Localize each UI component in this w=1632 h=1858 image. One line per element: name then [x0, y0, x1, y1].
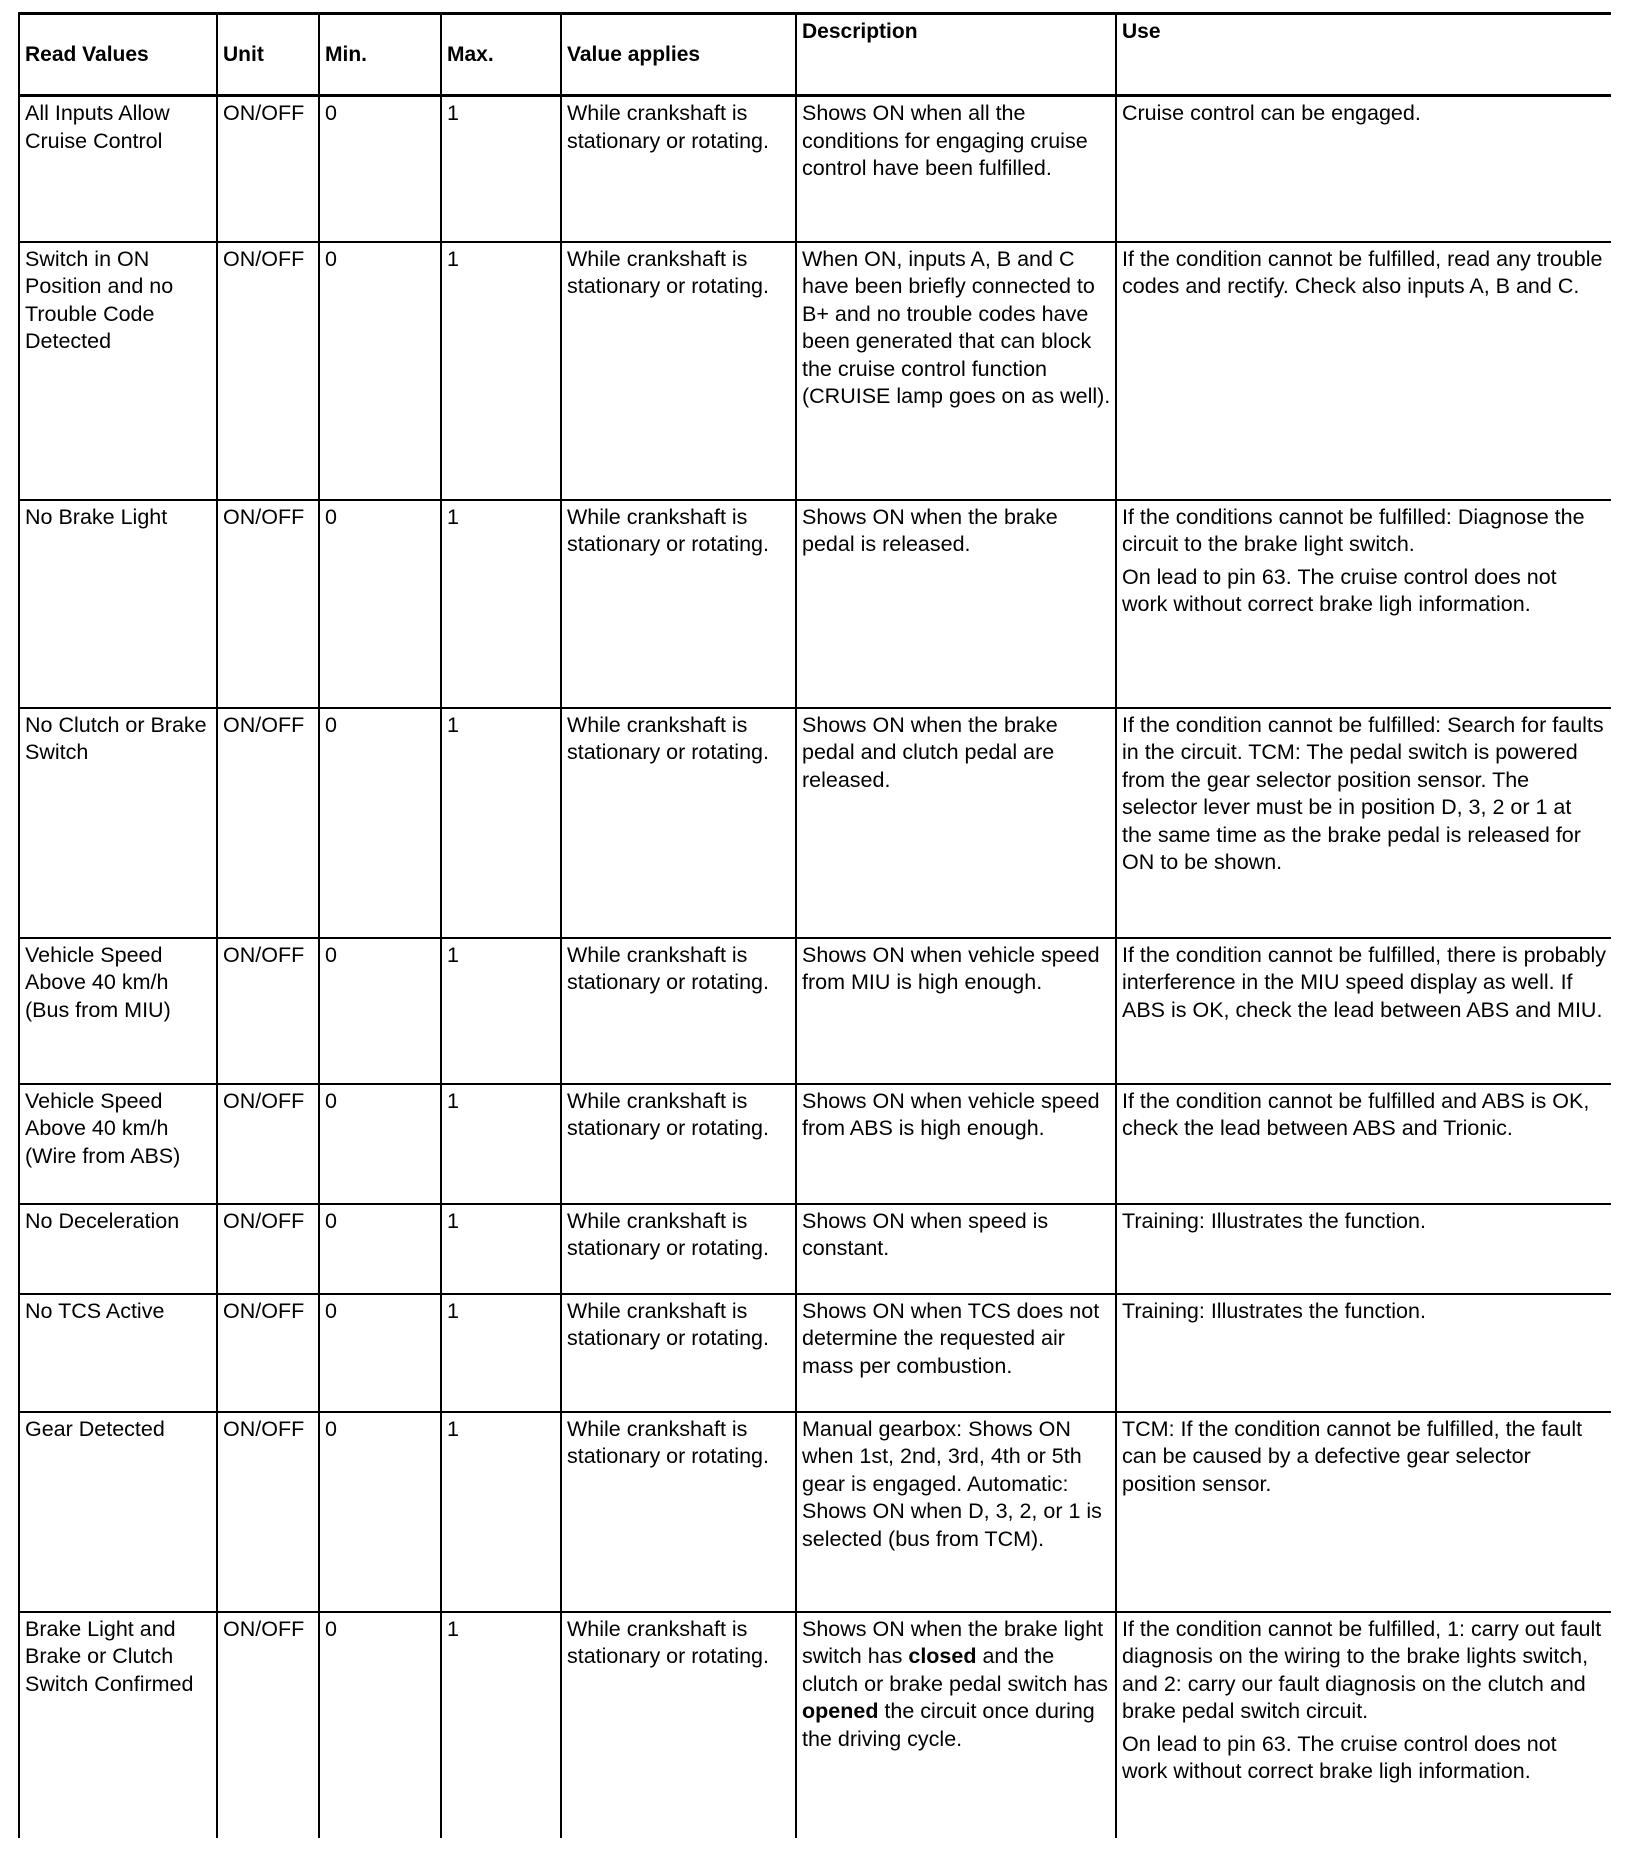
- table-row: [19, 708, 1611, 938]
- cell-read-value: No TCS Active: [19, 1294, 217, 1412]
- table-row: [19, 1204, 1611, 1294]
- read-values-table: [18, 12, 1611, 1838]
- header-use: Use: [1116, 14, 1611, 96]
- use-paragraph: Training: Illustrates the function.: [1122, 1208, 1426, 1233]
- cell-value-applies: While crankshaft is stationary or rotating.: [561, 1084, 796, 1204]
- cell-min: 0: [319, 1412, 441, 1612]
- cell-use: [1116, 708, 1611, 938]
- cell-description: Manual gearbox: Shows ON when 1st, 2nd, 3rd, 4th or 5th gear is engaged. Automatic: Shows ON when D, 3, 2, or 1 is selected (bus from TCM).: [796, 1412, 1116, 1612]
- cell-description: Shows ON when vehicle speed from ABS is high enough.: [796, 1084, 1116, 1204]
- cell-unit: ON/OFF: [217, 1204, 319, 1294]
- cell-description: Shows ON when the brake pedal and clutch pedal are released.: [796, 708, 1116, 938]
- use-paragraph: If the condition cannot be fulfilled, read any trouble codes and rectify. Check also inputs A, B and C.: [1122, 246, 1603, 298]
- use-paragraph: Training: Illustrates the function.: [1122, 1298, 1426, 1323]
- cell-unit: ON/OFF: [217, 96, 319, 242]
- header-max: Max.: [441, 14, 561, 96]
- cell-unit: ON/OFF: [217, 1294, 319, 1412]
- use-paragraph: Cruise control can be engaged.: [1122, 101, 1421, 125]
- cell-use: [1116, 96, 1611, 242]
- cell-min: 0: [319, 1612, 441, 1838]
- cell-max: 1: [441, 1294, 561, 1412]
- cell-unit: ON/OFF: [217, 1084, 319, 1204]
- cell-max: 1: [441, 1204, 561, 1294]
- use-paragraph: On lead to pin 63. The cruise control does not work without correct brake ligh information.: [1122, 564, 1557, 616]
- cell-min: 0: [319, 938, 441, 1084]
- cell-read-value: No Brake Light: [19, 500, 217, 708]
- cell-use: [1116, 1204, 1611, 1294]
- cell-unit: ON/OFF: [217, 242, 319, 500]
- cell-unit: ON/OFF: [217, 500, 319, 708]
- cell-read-value: All Inputs Allow Cruise Control: [19, 96, 217, 242]
- table-row: [19, 500, 1611, 708]
- cell-use: [1116, 1412, 1611, 1612]
- header-read-values: Read Values: [19, 14, 217, 96]
- cell-max: 1: [441, 1612, 561, 1838]
- cell-value-applies: While crankshaft is stationary or rotating.: [561, 1294, 796, 1412]
- cell-min: 0: [319, 1204, 441, 1294]
- cell-min: 0: [319, 708, 441, 938]
- description-text: Shows ON when the brake light switch has: [802, 1616, 1104, 1668]
- cell-max: 1: [441, 96, 561, 242]
- table-row: [19, 1612, 1611, 1838]
- table-row: [19, 1084, 1611, 1204]
- cell-use: [1116, 242, 1611, 500]
- use-paragraph: If the condition cannot be fulfilled, there is probably interference in the MIU speed display as well. If ABS is OK, check the lead between ABS and MIU.: [1122, 942, 1607, 1022]
- use-paragraph: If the condition cannot be fulfilled, 1: carry out fault diagnosis on the wiring to the brake lights switch, and 2: carry our fault diagnosis on the clutch and brake pedal switch circuit.: [1122, 1616, 1602, 1723]
- header-min: Min.: [319, 14, 441, 96]
- table-row: [19, 242, 1611, 500]
- cell-description: Shows ON when speed is constant.: [796, 1204, 1116, 1294]
- cell-value-applies: While crankshaft is stationary or rotating.: [561, 96, 796, 242]
- header-row: [19, 14, 1611, 96]
- cell-max: 1: [441, 708, 561, 938]
- cell-description: Shows ON when vehicle speed from MIU is high enough.: [796, 938, 1116, 1084]
- cell-read-value: Vehicle Speed Above 40 km/h (Wire from ABS): [19, 1084, 217, 1204]
- table-row: [19, 938, 1611, 1084]
- cell-description: When ON, inputs A, B and C have been briefly connected to B+ and no trouble codes have been generated that can block the cruise control function (CRUISE lamp goes on as well).: [796, 242, 1116, 500]
- use-paragraph: On lead to pin 63. The cruise control does not work without correct brake ligh information.: [1122, 1731, 1557, 1783]
- cell-value-applies: While crankshaft is stationary or rotating.: [561, 938, 796, 1084]
- cell-min: 0: [319, 242, 441, 500]
- table-row: [19, 1294, 1611, 1412]
- cell-read-value: Brake Light and Brake or Clutch Switch Confirmed: [19, 1612, 217, 1838]
- cell-min: 0: [319, 1084, 441, 1204]
- cell-use: [1116, 1294, 1611, 1412]
- header-unit: Unit: [217, 14, 319, 96]
- cell-max: 1: [441, 1084, 561, 1204]
- cell-value-applies: While crankshaft is stationary or rotating.: [561, 708, 796, 938]
- cell-max: 1: [441, 938, 561, 1084]
- table-row: [19, 1412, 1611, 1612]
- cell-unit: ON/OFF: [217, 938, 319, 1084]
- cell-value-applies: While crankshaft is stationary or rotating.: [561, 1412, 796, 1612]
- table-row: [19, 96, 1611, 242]
- use-paragraph: If the condition cannot be fulfilled and ABS is OK, check the lead between ABS and Trionic.: [1122, 1088, 1590, 1140]
- header-description: Description: [796, 14, 1116, 96]
- use-paragraph: If the conditions cannot be fulfilled: Diagnose the circuit to the brake light switch.: [1122, 504, 1585, 556]
- description-text: the circuit once during the driving cycle.: [802, 1699, 1095, 1751]
- cell-min: 0: [319, 96, 441, 242]
- cell-description: [796, 1612, 1116, 1838]
- cell-description: Shows ON when all the conditions for engaging cruise control have been fulfilled.: [796, 96, 1116, 242]
- description-text: and the clutch or brake pedal switch has: [802, 1644, 1108, 1696]
- cell-max: 1: [441, 242, 561, 500]
- use-paragraph: If the condition cannot be fulfilled: Search for faults in the circuit. TCM: The pedal switch is powered from the gear selector position sensor. The selector lever must be in position D, 3, 2 or 1 at the same time as the brake pedal is released for ON to be shown.: [1122, 712, 1604, 874]
- cell-use: [1116, 500, 1611, 708]
- cell-unit: ON/OFF: [217, 708, 319, 938]
- cell-read-value: No Clutch or Brake Switch: [19, 708, 217, 938]
- cell-use: [1116, 938, 1611, 1084]
- header-value-applies: Value applies: [561, 14, 796, 96]
- cell-description: Shows ON when the brake pedal is released.: [796, 500, 1116, 708]
- cell-read-value: Switch in ON Position and no Trouble Code Detected: [19, 242, 217, 500]
- cell-value-applies: While crankshaft is stationary or rotating.: [561, 500, 796, 708]
- cell-description: Shows ON when TCS does not determine the requested air mass per combustion.: [796, 1294, 1116, 1412]
- cell-max: 1: [441, 500, 561, 708]
- cell-use: [1116, 1084, 1611, 1204]
- cell-use: [1116, 1612, 1611, 1838]
- cell-max: 1: [441, 1412, 561, 1612]
- cell-value-applies: While crankshaft is stationary or rotating.: [561, 242, 796, 500]
- cell-read-value: No Deceleration: [19, 1204, 217, 1294]
- cell-read-value: Gear Detected: [19, 1412, 217, 1612]
- cell-unit: ON/OFF: [217, 1412, 319, 1612]
- use-paragraph: TCM: If the condition cannot be fulfilled, the fault can be caused by a defective gear selector position sensor.: [1122, 1416, 1583, 1496]
- description-emphasis: closed: [908, 1644, 977, 1668]
- cell-value-applies: While crankshaft is stationary or rotating.: [561, 1612, 796, 1838]
- cell-unit: ON/OFF: [217, 1612, 319, 1838]
- cell-min: 0: [319, 500, 441, 708]
- cell-value-applies: While crankshaft is stationary or rotating.: [561, 1204, 796, 1294]
- cell-read-value: Vehicle Speed Above 40 km/h (Bus from MIU): [19, 938, 217, 1084]
- cell-min: 0: [319, 1294, 441, 1412]
- description-emphasis: opened: [802, 1699, 879, 1723]
